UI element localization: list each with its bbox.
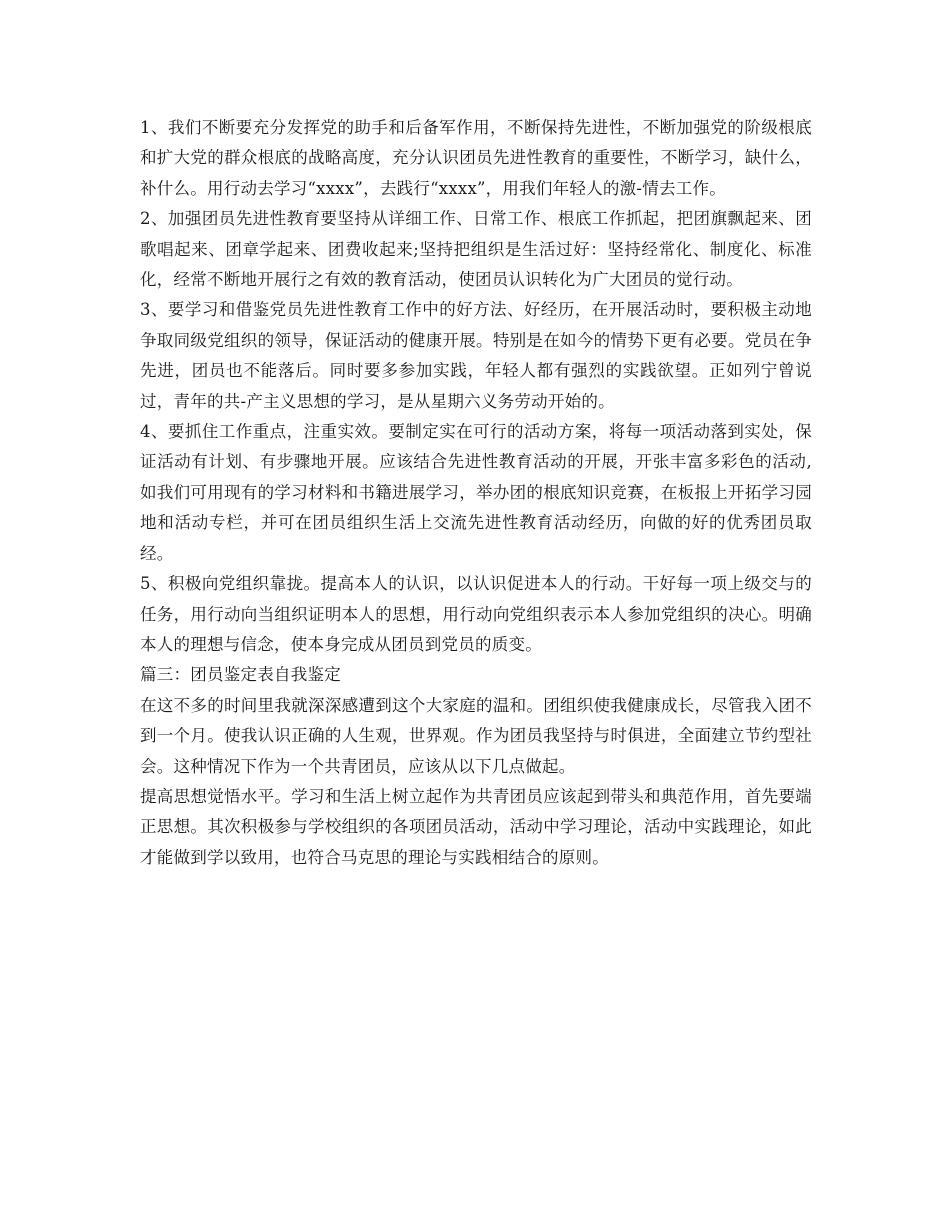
paragraph-item-2: 2、加强团员先进性教育要坚持从详细工作、日常工作、根底工作抓起，把团旗飘起来、团歌唱起来、团章学起来、团费收起来;坚持把组织是生活过好：坚持经常化、制度化、标准化，经常不断地开展行之有效的教育活动，使团员认识转化为广大团员的觉行动。: [140, 209, 812, 290]
document-body: [140, 113, 812, 873]
paragraph-item-4: 4、要抓住工作重点，注重实效。要制定实在可行的活动方案，将每一项活动落到实处，保证活动有计划、有步骤地开展。应该结合先进性教育活动的开展，开张丰富多彩色的活动,如我们可用现有的学习材料和书籍进展学习，举办团的根底知识竞赛，在板报上开拓学习园地和活动专栏，并可在团员组织生活上交流先进性教育活动经历，向做的好的优秀团员取经。: [140, 422, 812, 563]
paragraph-item-5: 5、积极向党组织靠拢。提高本人的认识，以认识促进本人的行动。干好每一项上级交与的任务，用行动向当组织证明本人的思想，用行动向党组织表示本人参加党组织的决心。明确本人的理想与信念，使本身完成从团员到党员的质变。: [140, 574, 812, 654]
section-paragraph-2: 提高思想觉悟水平。学习和生活上树立起作为共青团员应该起到带头和典范作用，首先要端正思想。其次积极参与学校组织的各项团员活动，活动中学习理论，活动中实践理论，如此才能做到学以致用，也符合马克思的理论与实践相结合的原则。: [140, 786, 812, 867]
section-paragraph-1: 在这不多的时间里我就深深感遭到这个大家庭的温和。团组织使我健康成长，尽管我入团不到一个月。使我认识正确的人生观，世界观。作为团员我坚持与时俱进，全面建立节约型社会。这种情况下作为一个共青团员，应该从以下几点做起。: [140, 695, 812, 776]
paragraph-item-3: 3、要学习和借鉴党员先进性教育工作中的好方法、好经历，在开展活动时，要积极主动地争取同级党组织的领导，保证活动的健康开展。特别是在如今的情势下更有必要。党员在争先进，团员也不能落后。同时要多参加实践，年轻人都有强烈的实践欲望。正如列宁曾说过，青年的共-产主义思想的学习，是从星期六义务劳动开始的。: [140, 300, 812, 411]
paragraph-item-1: 1、我们不断要充分发挥党的助手和后备军作用，不断保持先进性，不断加强党的阶级根底和扩大党的群众根底的战略高度，充分认识团员先进性教育的重要性，不断学习，缺什么，补什么。用行动去学习“xxxx”，去践行“xxxx”，用我们年轻人的激-情去工作。: [140, 118, 812, 198]
section-heading: 篇三：团员鉴定表自我鉴定: [140, 665, 341, 685]
